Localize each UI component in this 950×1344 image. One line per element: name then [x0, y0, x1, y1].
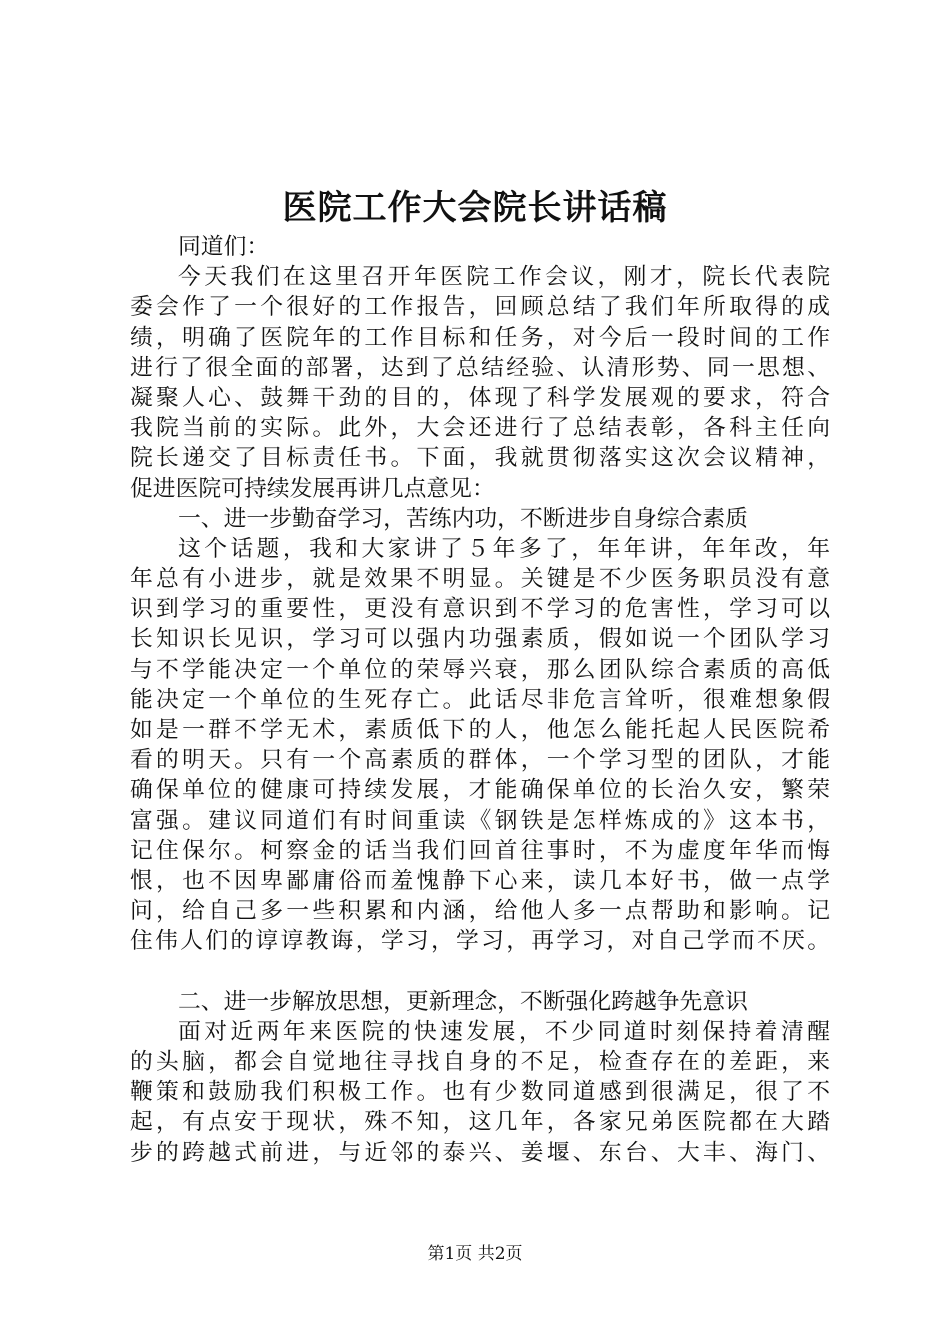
text-line: 看的明天。只有一个高素质的群体，一个学习型的团队，才能 [130, 747, 830, 774]
text-line: 能决定一个单位的生死存亡。此话尽非危言耸听，很难想象假 [130, 686, 830, 713]
text-line: 面对近两年来医院的快速发展，不少同道时刻保持着清醒 [178, 1018, 830, 1045]
text-line: 富强。建议同道们有时间重读《钢铁是怎样炼成的》这本书， [130, 807, 830, 834]
text-line: 识到学习的重要性，更没有意识到不学习的危害性，学习可以 [130, 596, 830, 623]
text-line: 我院当前的实际。此外，大会还进行了总结表彰，各科主任向 [130, 415, 830, 442]
document-body [130, 232, 830, 1168]
text-line: 问，给自己多一些积累和内涵，给他人多一点帮助和影响。记 [130, 898, 830, 925]
text-line: 年总有小进步，就是效果不明显。关键是不少医务职员没有意 [130, 566, 830, 593]
paragraph-gap [130, 957, 830, 987]
text-line: 记住保尔。柯察金的话当我们回首往事时，不为虚度年华而悔 [130, 837, 830, 864]
text-line: 恨，也不因卑鄙庸俗而羞愧静下心来，读几本好书，做一点学 [130, 867, 830, 894]
text-line: 促进医院可持续发展再讲几点意见： [130, 475, 495, 502]
text-line: 院长递交了目标责任书。下面，我就贯彻落实这次会议精神， [130, 445, 830, 472]
text-line: 确保单位的健康可持续发展，才能确保单位的长治久安，繁荣 [130, 777, 830, 804]
text-line: 同道们： [178, 234, 270, 260]
text-line: 绩，明确了医院年的工作目标和任务，对今后一段时间的工作 [130, 324, 830, 351]
text-line: 鞭策和鼓励我们积极工作。也有少数同道感到很满足，很了不 [130, 1079, 830, 1106]
text-line: 与不学能决定一个单位的荣辱兴衰，那么团队综合素质的高低 [130, 656, 830, 683]
text-line: 委会作了一个很好的工作报告，回顾总结了我们年所取得的成 [130, 294, 830, 321]
text-line: 今天我们在这里召开年医院工作会议，刚才，院长代表院 [178, 264, 830, 291]
text-line: 长知识长见识，学习可以强内功强素质，假如说一个团队学习 [130, 626, 830, 653]
text-line: 住伟人们的谆谆教诲，学习，学习，再学习，对自己学而不厌。 [130, 928, 830, 955]
text-line: 如是一群不学无术，素质低下的人，他怎么能托起人民医院希 [130, 717, 830, 743]
text-line: 这个话题，我和大家讲了５年多了，年年讲，年年改，年 [178, 535, 830, 562]
page-footer: 第1页 共2页 [427, 1244, 523, 1264]
text-line: 起，有点安于现状，殊不知，这几年，各家兄弟医院都在大踏 [130, 1109, 830, 1136]
document-title: 医院工作大会院长讲话稿 [282, 188, 668, 228]
text-line: 的头脑，都会自觉地往寻找自身的不足，检查存在的差距，来 [130, 1049, 830, 1076]
section-heading: 一、进一步勤奋学习，苦练内功，不断进步自身综合素质 [178, 505, 748, 532]
section-heading: 二、进一步解放思想，更新理念，不断强化跨越争先意识 [178, 988, 748, 1015]
text-line: 步的跨越式前进，与近邻的泰兴、姜堰、东台、大丰、海门、 [130, 1139, 830, 1166]
text-line: 进行了很全面的部署，达到了总结经验、认清形势、同一思想、 [130, 354, 830, 381]
text-line: 凝聚人心、鼓舞干劲的目的，体现了科学发展观的要求，符合 [130, 384, 830, 411]
